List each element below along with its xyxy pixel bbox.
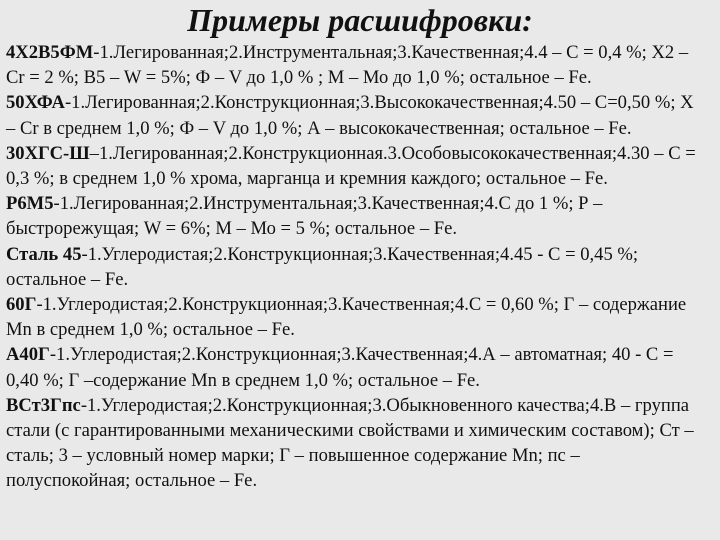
steel-grade-code: Сталь 45 <box>6 243 82 265</box>
entry-stal-45 <box>6 242 706 292</box>
slide-title: Примеры расшифровки: <box>187 2 533 38</box>
entry-a40g <box>6 342 706 392</box>
steel-grade-description: -1.Углеродистая;2.Конструкционная;3.Качественная;4.А – автоматная; 40 - С = 0,40 %; Г –содержание Mn в среднем 1,0 %; остальное – Fe. <box>6 344 674 391</box>
steel-grade-code: 4Х2В5ФМ <box>6 42 94 63</box>
steel-grade-code: ВСт3Гпс <box>6 394 81 416</box>
steel-grade-description: -1.Углеродистая;2.Конструкционная;3.Качественная;4.С = 0,60 %; Г – содержание Mn в среднем 1,0 %; остальное – Fe. <box>6 294 687 341</box>
entry-vst3gps <box>6 393 706 494</box>
steel-grade-description: -1.Углеродистая;2.Конструкционная;3.Обыкновенного качества;4.В – группа стали (с гарантированными механическими свойствами и химическим составом); Ст – сталь; 3 – условный номер марки; Г – повышенное содержание Mn; пс – полуспокойная; остальное – Fe. <box>6 394 694 492</box>
steel-grade-code: Р6М5 <box>6 193 54 215</box>
slide-body <box>6 40 706 494</box>
steel-grade-code: 50ХФА <box>6 92 65 114</box>
steel-grade-code: 60Г <box>6 294 37 316</box>
entry-30xgs-sh <box>6 141 706 191</box>
steel-grade-code: А40Г <box>6 344 50 366</box>
steel-grade-description: -1.Углеродистая;2.Конструкционная;3.Качественная;4.45 - С = 0,45 %; остальное – Fe. <box>6 243 639 290</box>
steel-grade-code: 30ХГС-Ш <box>6 142 90 164</box>
steel-grade-description: –1.Легированная;2.Конструкционная.3.Особовысококачественная;4.30 – С = 0,3 %; в среднем 1,0 % хрома, марганца и кремния каждого; остальное – Fe. <box>6 142 696 190</box>
entry-50xfa <box>6 90 706 140</box>
steel-grade-description: -1.Легированная;2.Инструментальная;3.Качественная;4.С до 1 %; Р – быстрорежущая; W = 6%; М – Мо = 5 %; остальное – Fe. <box>6 193 603 240</box>
entry-r6m5 <box>6 191 706 241</box>
steel-grade-description: -1.Легированная;2.Инструментальная;3.Качественная;4.4 – С = 0,4 %; Х2 – Cr = 2 %; В5 – W = 5%; Ф – V до 1,0 % ; М – Мо до 1,0 %; остальное – Fe. <box>6 42 689 89</box>
entry-60g <box>6 292 706 342</box>
entry-4x2v5fm <box>6 40 706 90</box>
steel-grade-description: -1.Легированная;2.Конструкционная;3.Высококачественная;4.50 – С=0,50 %; Х – Cr в среднем 1,0 %; Ф – V до 1,0 %; А – высококачественная; остальное – Fe. <box>6 92 694 139</box>
